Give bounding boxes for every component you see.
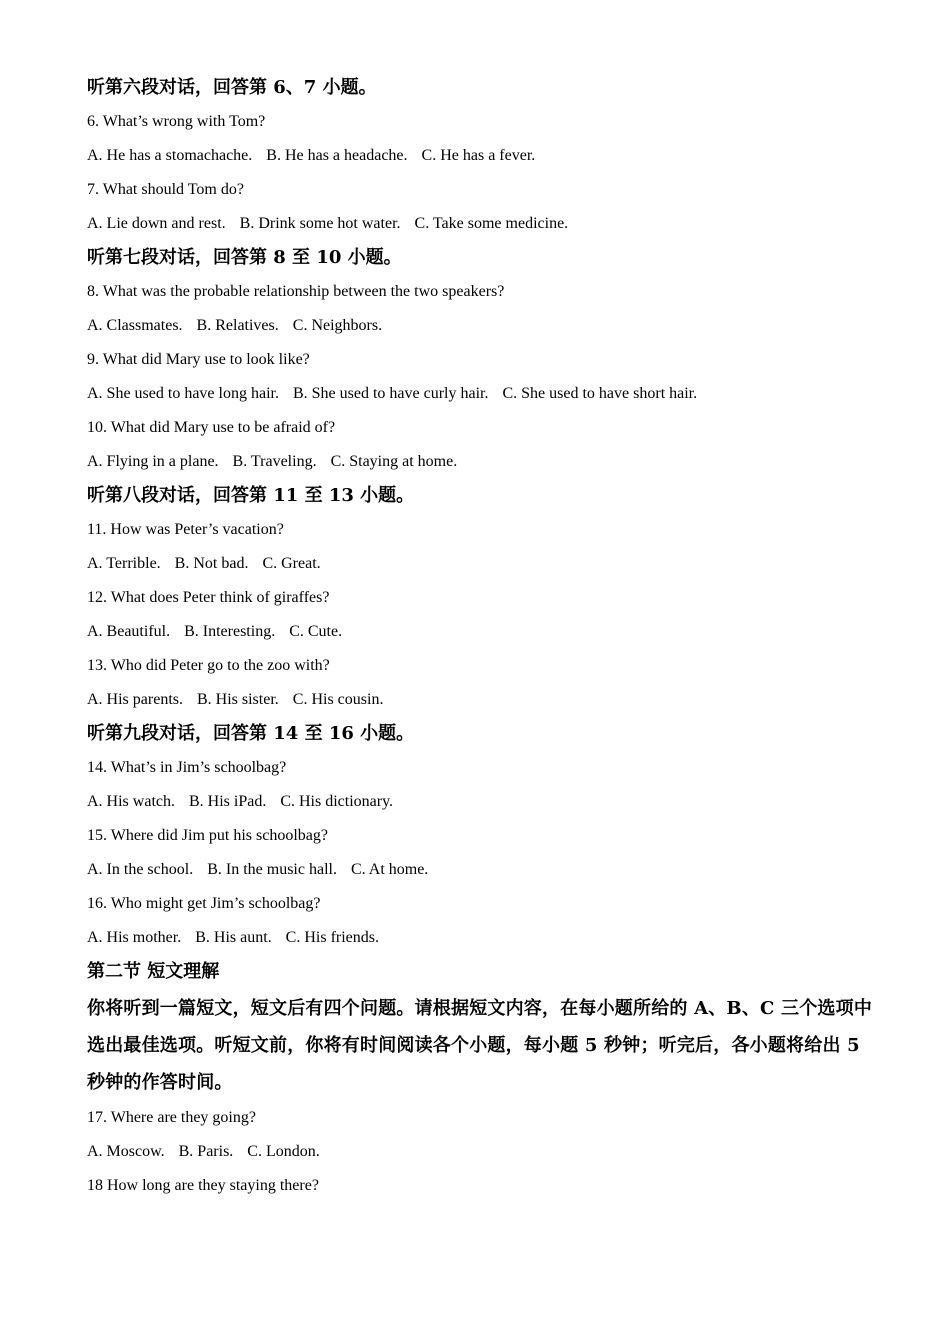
option-c: C. Staying at home. [330,453,458,470]
option-c: C. She used to have short hair. [502,385,698,402]
option-a: A. She used to have long hair. [87,385,279,402]
option-a: A. His mother. [87,929,182,946]
question-text: 6. What’s wrong with Tom? [87,113,266,130]
option-b: B. She used to have curly hair. [292,385,489,402]
answer-options [87,1140,877,1164]
part-title: 第二节 短文理解 [87,961,220,982]
option-b: B. His aunt. [195,929,272,946]
section-heading: 听第八段对话，回答第 11 至 13 小题。 [87,485,415,506]
option-a: A. Classmates. [87,317,183,334]
option-c: C. His friends. [285,929,379,946]
question-text: 18 How long are they staying there? [87,1177,319,1194]
answer-options [87,450,877,474]
option-c: C. He has a fever. [421,147,536,164]
part-instructions: 你将听到一篇短文，短文后有四个问题。请根据短文内容，在每小题所给的 A、B、C 三个选项中选出最佳选项。听短文前，你将有时间阅读各个小题，每小题 5 秒钟；听完后，各小题将给出 5 秒钟的作答时间。 [87,998,873,1093]
option-b: B. Interesting. [184,623,276,640]
option-b: B. Paris. [178,1143,234,1160]
option-b: B. He has a headache. [266,147,408,164]
option-b: B. His sister. [196,691,279,708]
option-a: A. His parents. [87,691,183,708]
option-b: B. Drink some hot water. [239,215,401,232]
option-c: C. London. [247,1143,320,1160]
answer-options [87,144,877,168]
exam-page [87,76,877,1208]
question-text: 17. Where are they going? [87,1109,256,1126]
option-c: C. Great. [262,555,321,572]
option-a: A. Moscow. [87,1143,165,1160]
option-a: A. In the school. [87,861,194,878]
question-text: 11. How was Peter’s vacation? [87,521,284,538]
answer-options [87,926,877,950]
option-c: C. At home. [350,861,429,878]
option-b: B. His iPad. [188,793,267,810]
option-c: C. Neighbors. [292,317,383,334]
answer-options [87,382,877,406]
section-heading: 听第六段对话，回答第 6、7 小题。 [87,77,377,98]
answer-options [87,314,877,338]
answer-options [87,212,877,236]
answer-options [87,552,877,576]
option-a: A. Flying in a plane. [87,453,219,470]
question-text: 16. Who might get Jim’s schoolbag? [87,895,321,912]
option-c: C. Take some medicine. [414,215,569,232]
option-a: A. He has a stomachache. [87,147,253,164]
answer-options [87,858,877,882]
question-text: 12. What does Peter think of giraffes? [87,589,330,606]
option-a: A. His watch. [87,793,175,810]
section-heading: 听第七段对话，回答第 8 至 10 小题。 [87,247,402,268]
question-text: 8. What was the probable relationship between the two speakers? [87,283,505,300]
section-heading: 听第九段对话，回答第 14 至 16 小题。 [87,723,415,744]
option-c: C. His cousin. [292,691,384,708]
option-a: A. Beautiful. [87,623,171,640]
answer-options [87,790,877,814]
option-a: A. Terrible. [87,555,161,572]
question-text: 7. What should Tom do? [87,181,244,198]
question-text: 15. Where did Jim put his schoolbag? [87,827,328,844]
option-b: B. Relatives. [196,317,279,334]
option-b: B. Not bad. [174,555,249,572]
option-c: C. Cute. [289,623,343,640]
option-b: B. In the music hall. [207,861,337,878]
option-c: C. His dictionary. [280,793,394,810]
question-text: 10. What did Mary use to be afraid of? [87,419,336,436]
option-b: B. Traveling. [232,453,317,470]
question-text: 13. Who did Peter go to the zoo with? [87,657,330,674]
answer-options [87,620,877,644]
answer-options [87,688,877,712]
question-text: 14. What’s in Jim’s schoolbag? [87,759,287,776]
question-text: 9. What did Mary use to look like? [87,351,310,368]
option-a: A. Lie down and rest. [87,215,226,232]
